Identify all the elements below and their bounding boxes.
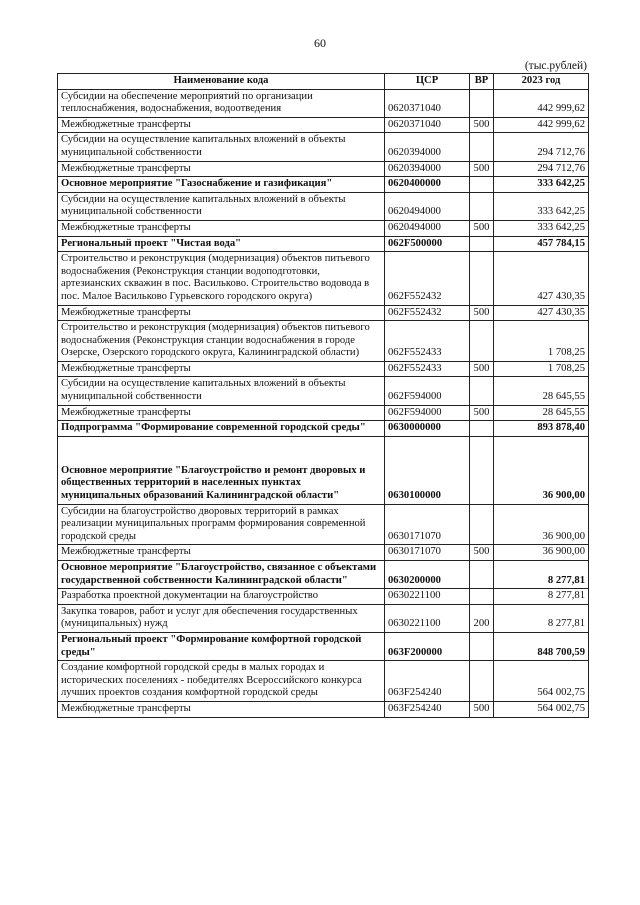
row-vr: 500 [470,220,494,236]
page-number: 60 [314,36,326,50]
row-csr: 062F552432 [385,305,470,321]
row-csr: 0620371040 [385,89,470,117]
row-amount: 564 002,75 [494,701,589,717]
table-row [58,192,589,220]
table-row [58,220,589,236]
row-name: Межбюджетные трансферты [58,361,385,377]
row-vr [470,377,494,405]
row-amount: 457 784,15 [494,236,589,252]
header-name: Наименование кода [58,74,385,90]
table-row [58,305,589,321]
row-vr: 500 [470,701,494,717]
row-vr [470,192,494,220]
table-row [58,504,589,545]
row-csr: 0620394000 [385,133,470,161]
row-vr [470,252,494,305]
row-vr [470,589,494,605]
table-row [58,405,589,421]
row-amount: 848 700,59 [494,632,589,660]
row-csr: 0620494000 [385,220,470,236]
row-name: Субсидии на осуществление капитальных вложений в объекты муниципальной собственности [58,133,385,161]
row-csr: 062F594000 [385,377,470,405]
row-amount: 8 277,81 [494,604,589,632]
row-amount: 294 712,76 [494,133,589,161]
row-amount: 36 900,00 [494,504,589,545]
row-vr: 500 [470,305,494,321]
header-vr: ВР [470,74,494,90]
unit-note: (тыс.рублей) [524,60,587,72]
row-csr: 0630100000 [385,436,470,504]
row-name: Субсидии на благоустройство дворовых территорий в рамках реализации муниципальных программ формирования современной городской среды [58,504,385,545]
table-row [58,701,589,717]
row-vr [470,561,494,589]
row-vr: 500 [470,545,494,561]
row-name: Межбюджетные трансферты [58,405,385,421]
row-name: Субсидии на осуществление капитальных вложений в объекты муниципальной собственности [58,192,385,220]
table-row [58,377,589,405]
row-csr: 062F594000 [385,405,470,421]
row-csr: 062F552432 [385,252,470,305]
row-amount: 442 999,62 [494,89,589,117]
row-name: Межбюджетные трансферты [58,545,385,561]
row-amount: 28 645,55 [494,405,589,421]
row-vr [470,421,494,437]
table-row [58,604,589,632]
row-name: Основное мероприятие "Благоустройство и ремонт дворовых и общественных территорий в населенных пунктах муниципальных образований Калининградской области" [58,436,385,504]
header-csr: ЦСР [385,74,470,90]
row-name: Строительство и реконструкция (модернизация) объектов питьевого водоснабжения (Реконструкция станции водоснабжения в городе Озерске, Озерского городского округа, Калининградской области) [58,321,385,362]
row-csr: 0620494000 [385,192,470,220]
table-row [58,321,589,362]
row-csr: 063F254240 [385,701,470,717]
row-csr: 062F552433 [385,361,470,377]
row-amount: 1 708,25 [494,321,589,362]
row-amount: 36 900,00 [494,545,589,561]
row-csr: 0620371040 [385,117,470,133]
row-vr [470,133,494,161]
table-row [58,252,589,305]
row-csr: 0620400000 [385,177,470,193]
budget-table [57,73,589,718]
row-amount: 442 999,62 [494,117,589,133]
row-amount: 427 430,35 [494,252,589,305]
row-amount: 8 277,81 [494,561,589,589]
row-name: Закупка товаров, работ и услуг для обеспечения государственных (муниципальных) нужд [58,604,385,632]
row-csr: 0630221100 [385,604,470,632]
row-amount: 1 708,25 [494,361,589,377]
table-row [58,589,589,605]
header-year: 2023 год [494,74,589,90]
row-amount: 333 642,25 [494,192,589,220]
row-vr: 200 [470,604,494,632]
row-csr: 063F254240 [385,661,470,702]
row-csr: 062F500000 [385,236,470,252]
row-name: Субсидии на обеспечение мероприятий по организации теплоснабжения, водоснабжения, водоотведения [58,89,385,117]
table-row [58,361,589,377]
table-row [58,561,589,589]
row-vr [470,89,494,117]
row-amount: 28 645,55 [494,377,589,405]
row-csr: 062F552433 [385,321,470,362]
table-row [58,545,589,561]
row-name: Основное мероприятие "Газоснабжение и газификация" [58,177,385,193]
table-row [58,632,589,660]
row-name: Региональный проект "Чистая вода" [58,236,385,252]
row-name: Создание комфортной городской среды в малых городах и исторических поселениях - победителях Всероссийского конкурса лучших проектов создания комфортной городской среды [58,661,385,702]
table-row [58,161,589,177]
row-amount: 294 712,76 [494,161,589,177]
table-row [58,89,589,117]
row-name: Подпрограмма "Формирование современной городской среды" [58,421,385,437]
row-amount: 333 642,25 [494,220,589,236]
table-row [58,436,589,504]
row-name: Субсидии на осуществление капитальных вложений в объекты муниципальной собственности [58,377,385,405]
row-name: Межбюджетные трансферты [58,220,385,236]
row-vr [470,504,494,545]
row-amount: 36 900,00 [494,436,589,504]
row-csr: 0630221100 [385,589,470,605]
row-name: Основное мероприятие "Благоустройство, связанное с объектами государственной собственности Калининградской области" [58,561,385,589]
row-csr: 0630171070 [385,504,470,545]
table-header-row [58,74,589,90]
row-name: Строительство и реконструкция (модернизация) объектов питьевого водоснабжения (Реконструкция станции водоподготовки, артезианских скважин в пос. Васильково. Строительство водовода в пос. Малое Васильково Гурьевского городского округа) [58,252,385,305]
row-csr: 0630000000 [385,421,470,437]
row-csr: 063F200000 [385,632,470,660]
row-vr [470,632,494,660]
table-row [58,236,589,252]
row-name: Межбюджетные трансферты [58,117,385,133]
row-name: Межбюджетные трансферты [58,305,385,321]
row-vr [470,436,494,504]
row-vr: 500 [470,161,494,177]
row-amount: 427 430,35 [494,305,589,321]
table-row [58,661,589,702]
row-name: Разработка проектной документации на благоустройство [58,589,385,605]
row-csr: 0630200000 [385,561,470,589]
table-row [58,177,589,193]
row-csr: 0630171070 [385,545,470,561]
row-amount: 8 277,81 [494,589,589,605]
row-csr: 0620394000 [385,161,470,177]
table-row [58,117,589,133]
row-vr [470,177,494,193]
row-amount: 564 002,75 [494,661,589,702]
table-row [58,421,589,437]
row-vr [470,236,494,252]
row-vr: 500 [470,361,494,377]
row-name: Межбюджетные трансферты [58,161,385,177]
row-amount: 333 642,25 [494,177,589,193]
row-name: Региональный проект "Формирование комфортной городской среды" [58,632,385,660]
row-amount: 893 878,40 [494,421,589,437]
row-vr: 500 [470,405,494,421]
row-vr: 500 [470,117,494,133]
row-vr [470,321,494,362]
row-name: Межбюджетные трансферты [58,701,385,717]
row-vr [470,661,494,702]
table-row [58,133,589,161]
